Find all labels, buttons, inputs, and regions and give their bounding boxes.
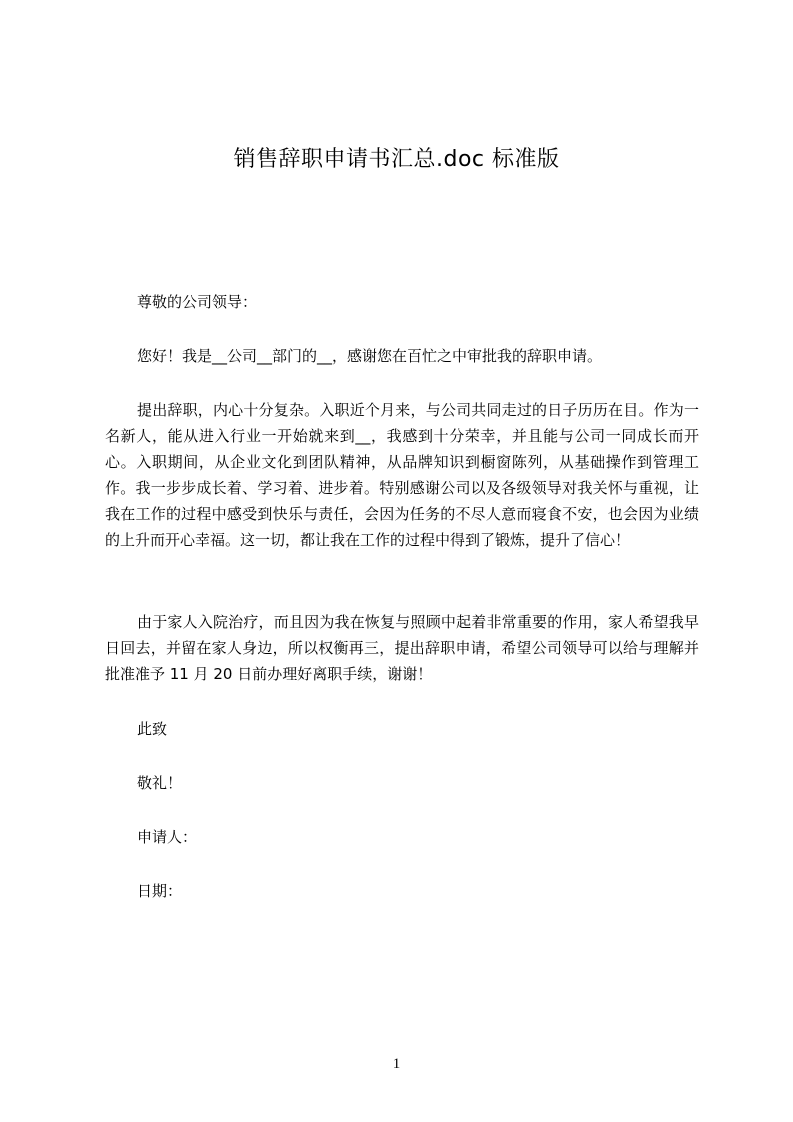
document-title: 销售辞职申请书汇总.doc 标准版 (233, 147, 560, 172)
body-paragraph-1: 提出辞职，内心十分复杂。入职近个月来，与公司共同走过的日子历历在目。作为一名新人，能从进入行业一开始就来到__，我感到十分荣幸，并且能与公司一同成长而开心。入职期间，从企业文化到团队精神，从品牌知识到橱窗陈列，从基础操作到管理工作。我一步步成长着、学习着、进步着。特别感谢公司以及各级领导对我关怀与重视，让我在工作的过程中感受到快乐与责任，会因为任务的不尽人意而寝食不安，也会因为业绩的上升而开心幸福。这一切，都让我在工作的过程中得到了锻炼，提升了信心！ (105, 401, 699, 549)
salutation: 尊敬的公司领导： (137, 293, 258, 311)
date-label: 日期： (137, 882, 183, 900)
body-paragraph-2: 由于家人入院治疗，而且因为我在恢复与照顾中起着非常重要的作用，家人希望我早日回去，并留在家人身边，所以权衡再三，提出辞职申请，希望公司领导可以给与理解并批准准予 11 月 20 日前办理好离职手续，谢谢！ (105, 613, 699, 683)
page-number: 1 (392, 1056, 401, 1072)
applicant-label: 申请人： (137, 828, 198, 846)
greeting-paragraph: 您好！我是__公司__部门的__，感谢您在百忙之中审批我的辞职申请。 (137, 347, 603, 365)
closing-line-2: 敬礼！ (137, 774, 183, 792)
closing-line-1: 此致 (137, 720, 168, 738)
